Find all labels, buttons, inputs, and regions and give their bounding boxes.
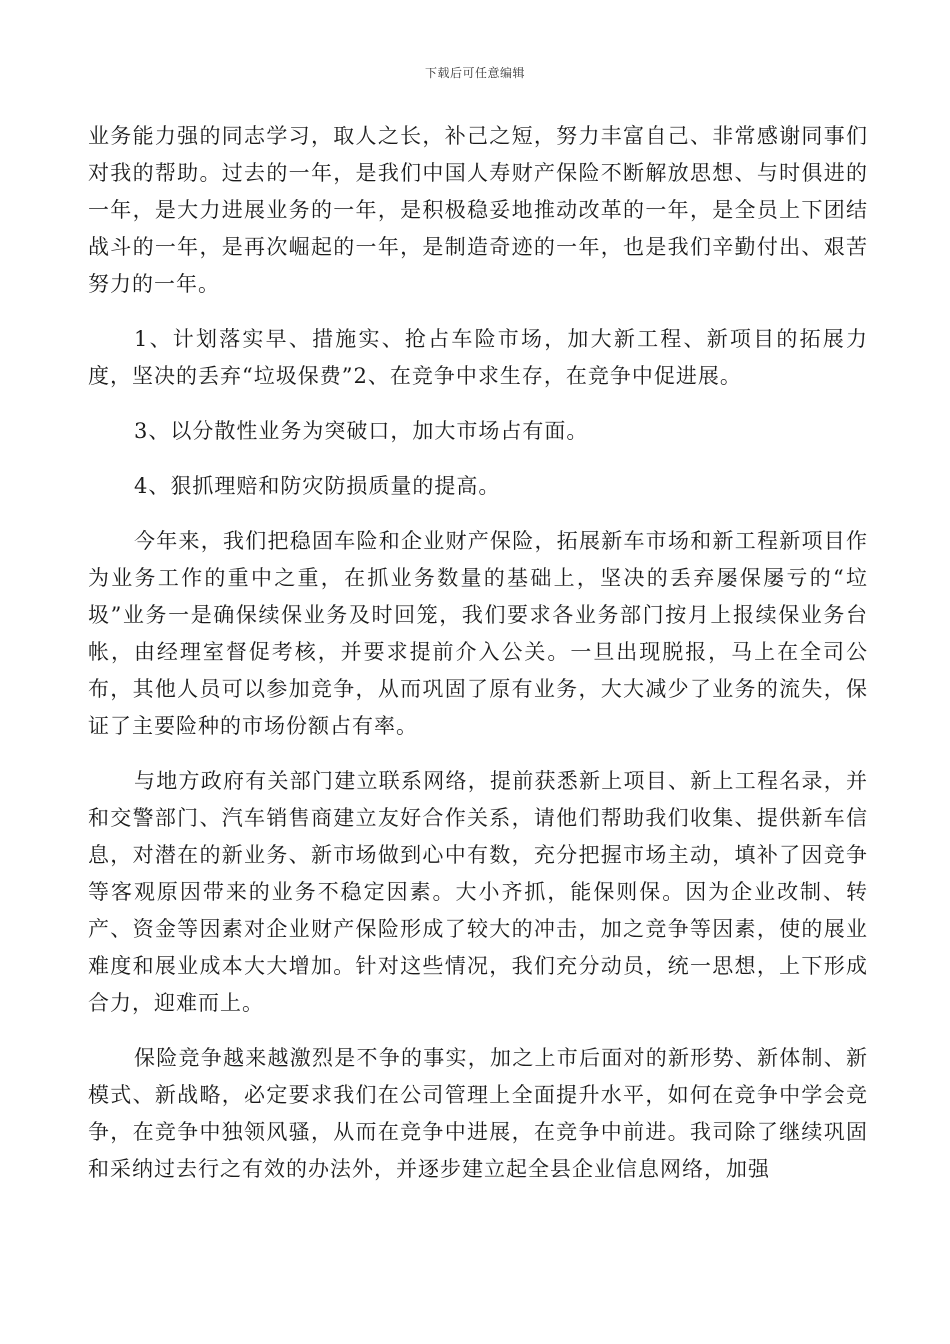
paragraph-3: 3、以分散性业务为突破口，加大市场占有面。 bbox=[134, 419, 589, 443]
page-header: 下载后可任意编辑 bbox=[424, 66, 525, 80]
paragraph-4: 4、狠抓理赔和防灾防损质量的提高。 bbox=[134, 474, 501, 498]
paragraph-7: 保险竞争越来越激烈是不争的事实，加之上市后面对的新形势、新体制、新模式、新战略，必定要求我们在公司管理上全面提升水平，如何在竞争中学会竞争，在竞争中独领风骚，从而在竞争中进展，在竞争中前进。我司除了继续巩固和采纳过去行之有效的办法外，并逐步建立起全县企业信息网络，加强 bbox=[88, 1046, 868, 1181]
paragraph-2: 1、计划落实早、措施实、抢占车险市场，加大新工程、新项目的拓展力度，坚决的丢弃“垃圾保费”2、在竞争中求生存，在竞争中促进展。 bbox=[88, 327, 868, 388]
paragraph-6: 与地方政府有关部门建立联系网络，提前获悉新上项目、新上工程名录，并和交警部门、汽车销售商建立友好合作关系，请他们帮助我们收集、提供新车信息，对潜在的新业务、新市场做到心中有数，充分把握市场主动，填补了因竞争等客观原因带来的业务不稳定因素。大小齐抓，能保则保。因为企业改制、转产、资金等因素对企业财产保险形成了较大的冲击，加之竞争等因素，使的展业难度和展业成本大大增加。针对这些情况，我们充分动员，统一思想，上下形成合力，迎难而上。 bbox=[88, 769, 868, 1015]
document-body bbox=[88, 118, 868, 1206]
paragraph-5: 今年来，我们把稳固车险和企业财产保险，拓展新车市场和新工程新项目作为业务工作的重中之重，在抓业务数量的基础上，坚决的丢弃屡保屡亏的“垃圾”业务一是确保续保业务及时回笼，我们要求各业务部门按月上报续保业务台帐，由经理室督促考核，并要求提前介入公关。一旦出现脱报，马上在全司公布，其他人员可以参加竞争，从而巩固了原有业务，大大减少了业务的流失，保证了主要险种的市场份额占有率。 bbox=[88, 529, 868, 738]
paragraph-1: 业务能力强的同志学习，取人之长，补己之短，努力丰富自己、非常感谢同事们对我的帮助。过去的一年，是我们中国人寿财产保险不断解放思想、与时俱进的一年，是大力进展业务的一年，是积极稳妥地推动改革的一年，是全员上下团结战斗的一年，是再次崛起的一年，是制造奇迹的一年，也是我们辛勤付出、艰苦努力的一年。 bbox=[88, 124, 868, 296]
